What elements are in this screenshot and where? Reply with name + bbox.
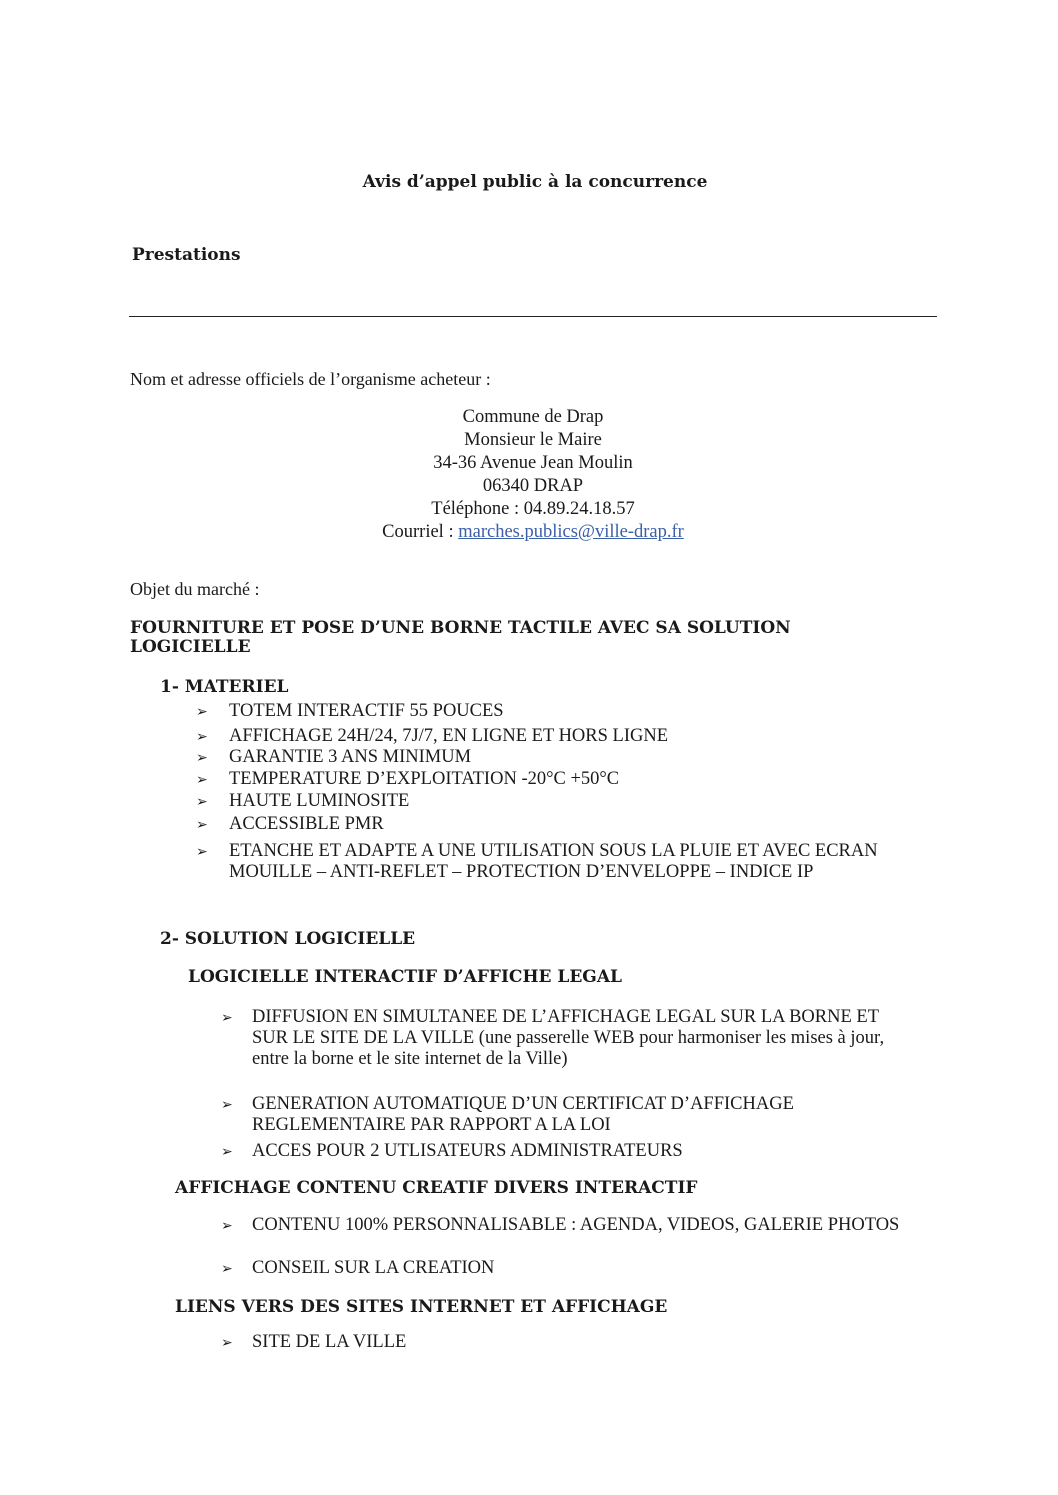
arrow-bullet-icon: ➢ (196, 705, 208, 720)
buyer-email-line (0, 522, 1058, 543)
email-label: Courriel : (382, 522, 459, 542)
arrow-bullet-icon: ➢ (196, 795, 208, 810)
email-link[interactable]: marches.publics@ville-drap.fr (458, 522, 684, 542)
buyer-line: Monsieur le Maire (464, 430, 602, 450)
arrow-bullet-icon: ➢ (196, 751, 208, 766)
arrow-bullet-icon: ➢ (196, 845, 208, 860)
materiel-heading: 1- MATERIEL (160, 677, 289, 697)
arrow-bullet-icon: ➢ (221, 1262, 233, 1277)
list-item: ➢ GENERATION AUTOMATIQUE D’UN CERTIFICAT D’AFFICHAGE REGLEMENTAIRE PAR RAPPORT A LA LOI (221, 1094, 794, 1135)
logiciel-heading: 2- SOLUTION LOGICIELLE (160, 929, 416, 949)
buyer-line: 06340 DRAP (482, 476, 584, 496)
subsection-heading: LOGICIELLE INTERACTIF D’AFFICHE LEGAL (188, 967, 622, 987)
list-item: ➢ TEMPERATURE D’EXPLOITATION -20°C +50°C (196, 769, 620, 789)
arrow-bullet-icon: ➢ (196, 773, 208, 788)
list-item: ➢ SITE DE LA VILLE (221, 1332, 407, 1352)
list-item: ➢ ACCES POUR 2 UTLISATEURS ADMINISTRATEURS (221, 1141, 683, 1161)
objet-label: Objet du marché : (130, 579, 260, 599)
arrow-bullet-icon: ➢ (221, 1219, 233, 1234)
arrow-bullet-icon: ➢ (221, 1336, 233, 1351)
arrow-bullet-icon: ➢ (196, 818, 208, 833)
buyer-line: Téléphone : 04.89.24.18.57 (431, 499, 635, 519)
arrow-bullet-icon: ➢ (221, 1145, 233, 1160)
arrow-bullet-icon: ➢ (221, 1011, 233, 1026)
buyer-line: 34-36 Avenue Jean Moulin (433, 453, 633, 473)
arrow-bullet-icon: ➢ (196, 730, 208, 745)
list-item: ➢ CONSEIL SUR LA CREATION (221, 1258, 495, 1278)
list-item: ➢ HAUTE LUMINOSITE (196, 791, 410, 811)
subsection-heading: LIENS VERS DES SITES INTERNET ET AFFICHAGE (175, 1297, 668, 1317)
list-item: ➢ TOTEM INTERACTIF 55 POUCES (196, 701, 504, 721)
document-title: Avis d’appel public à la concurrence (362, 172, 708, 192)
list-item: ➢ AFFICHAGE 24H/24, 7J/7, EN LIGNE ET HORS LIGNE (196, 726, 669, 746)
buyer-label: Nom et adresse officiels de l’organisme acheteur : (130, 369, 491, 389)
section-heading: Prestations (132, 245, 241, 265)
buyer-line: Commune de Drap (462, 407, 604, 427)
list-item: ➢ ETANCHE ET ADAPTE A UNE UTILISATION SOUS LA PLUIE ET AVEC ECRAN MOUILLE – ANTI-REFLET – PROTECTION D’ENVELOPPE – INDICE IP (196, 841, 878, 882)
list-item: ➢ ACCESSIBLE PMR (196, 814, 384, 834)
list-item: ➢ CONTENU 100% PERSONNALISABLE : AGENDA, VIDEOS, GALERIE PHOTOS (221, 1215, 900, 1235)
horizontal-rule (129, 316, 937, 317)
list-item: ➢ GARANTIE 3 ANS MINIMUM (196, 747, 472, 767)
arrow-bullet-icon: ➢ (221, 1098, 233, 1113)
list-item: ➢ DIFFUSION EN SIMULTANEE DE L’AFFICHAGE LEGAL SUR LA BORNE ET SUR LE SITE DE LA VILLE (une passerelle WEB pour harmoniser les mises à jour, entre la borne et le site internet de la Ville) (221, 1007, 885, 1069)
subsection-heading: AFFICHAGE CONTENU CREATIF DIVERS INTERACTIF (175, 1178, 698, 1198)
objet-title: FOURNITURE ET POSE D’UNE BORNE TACTILE AVEC SA SOLUTION LOGICIELLE (130, 618, 791, 657)
